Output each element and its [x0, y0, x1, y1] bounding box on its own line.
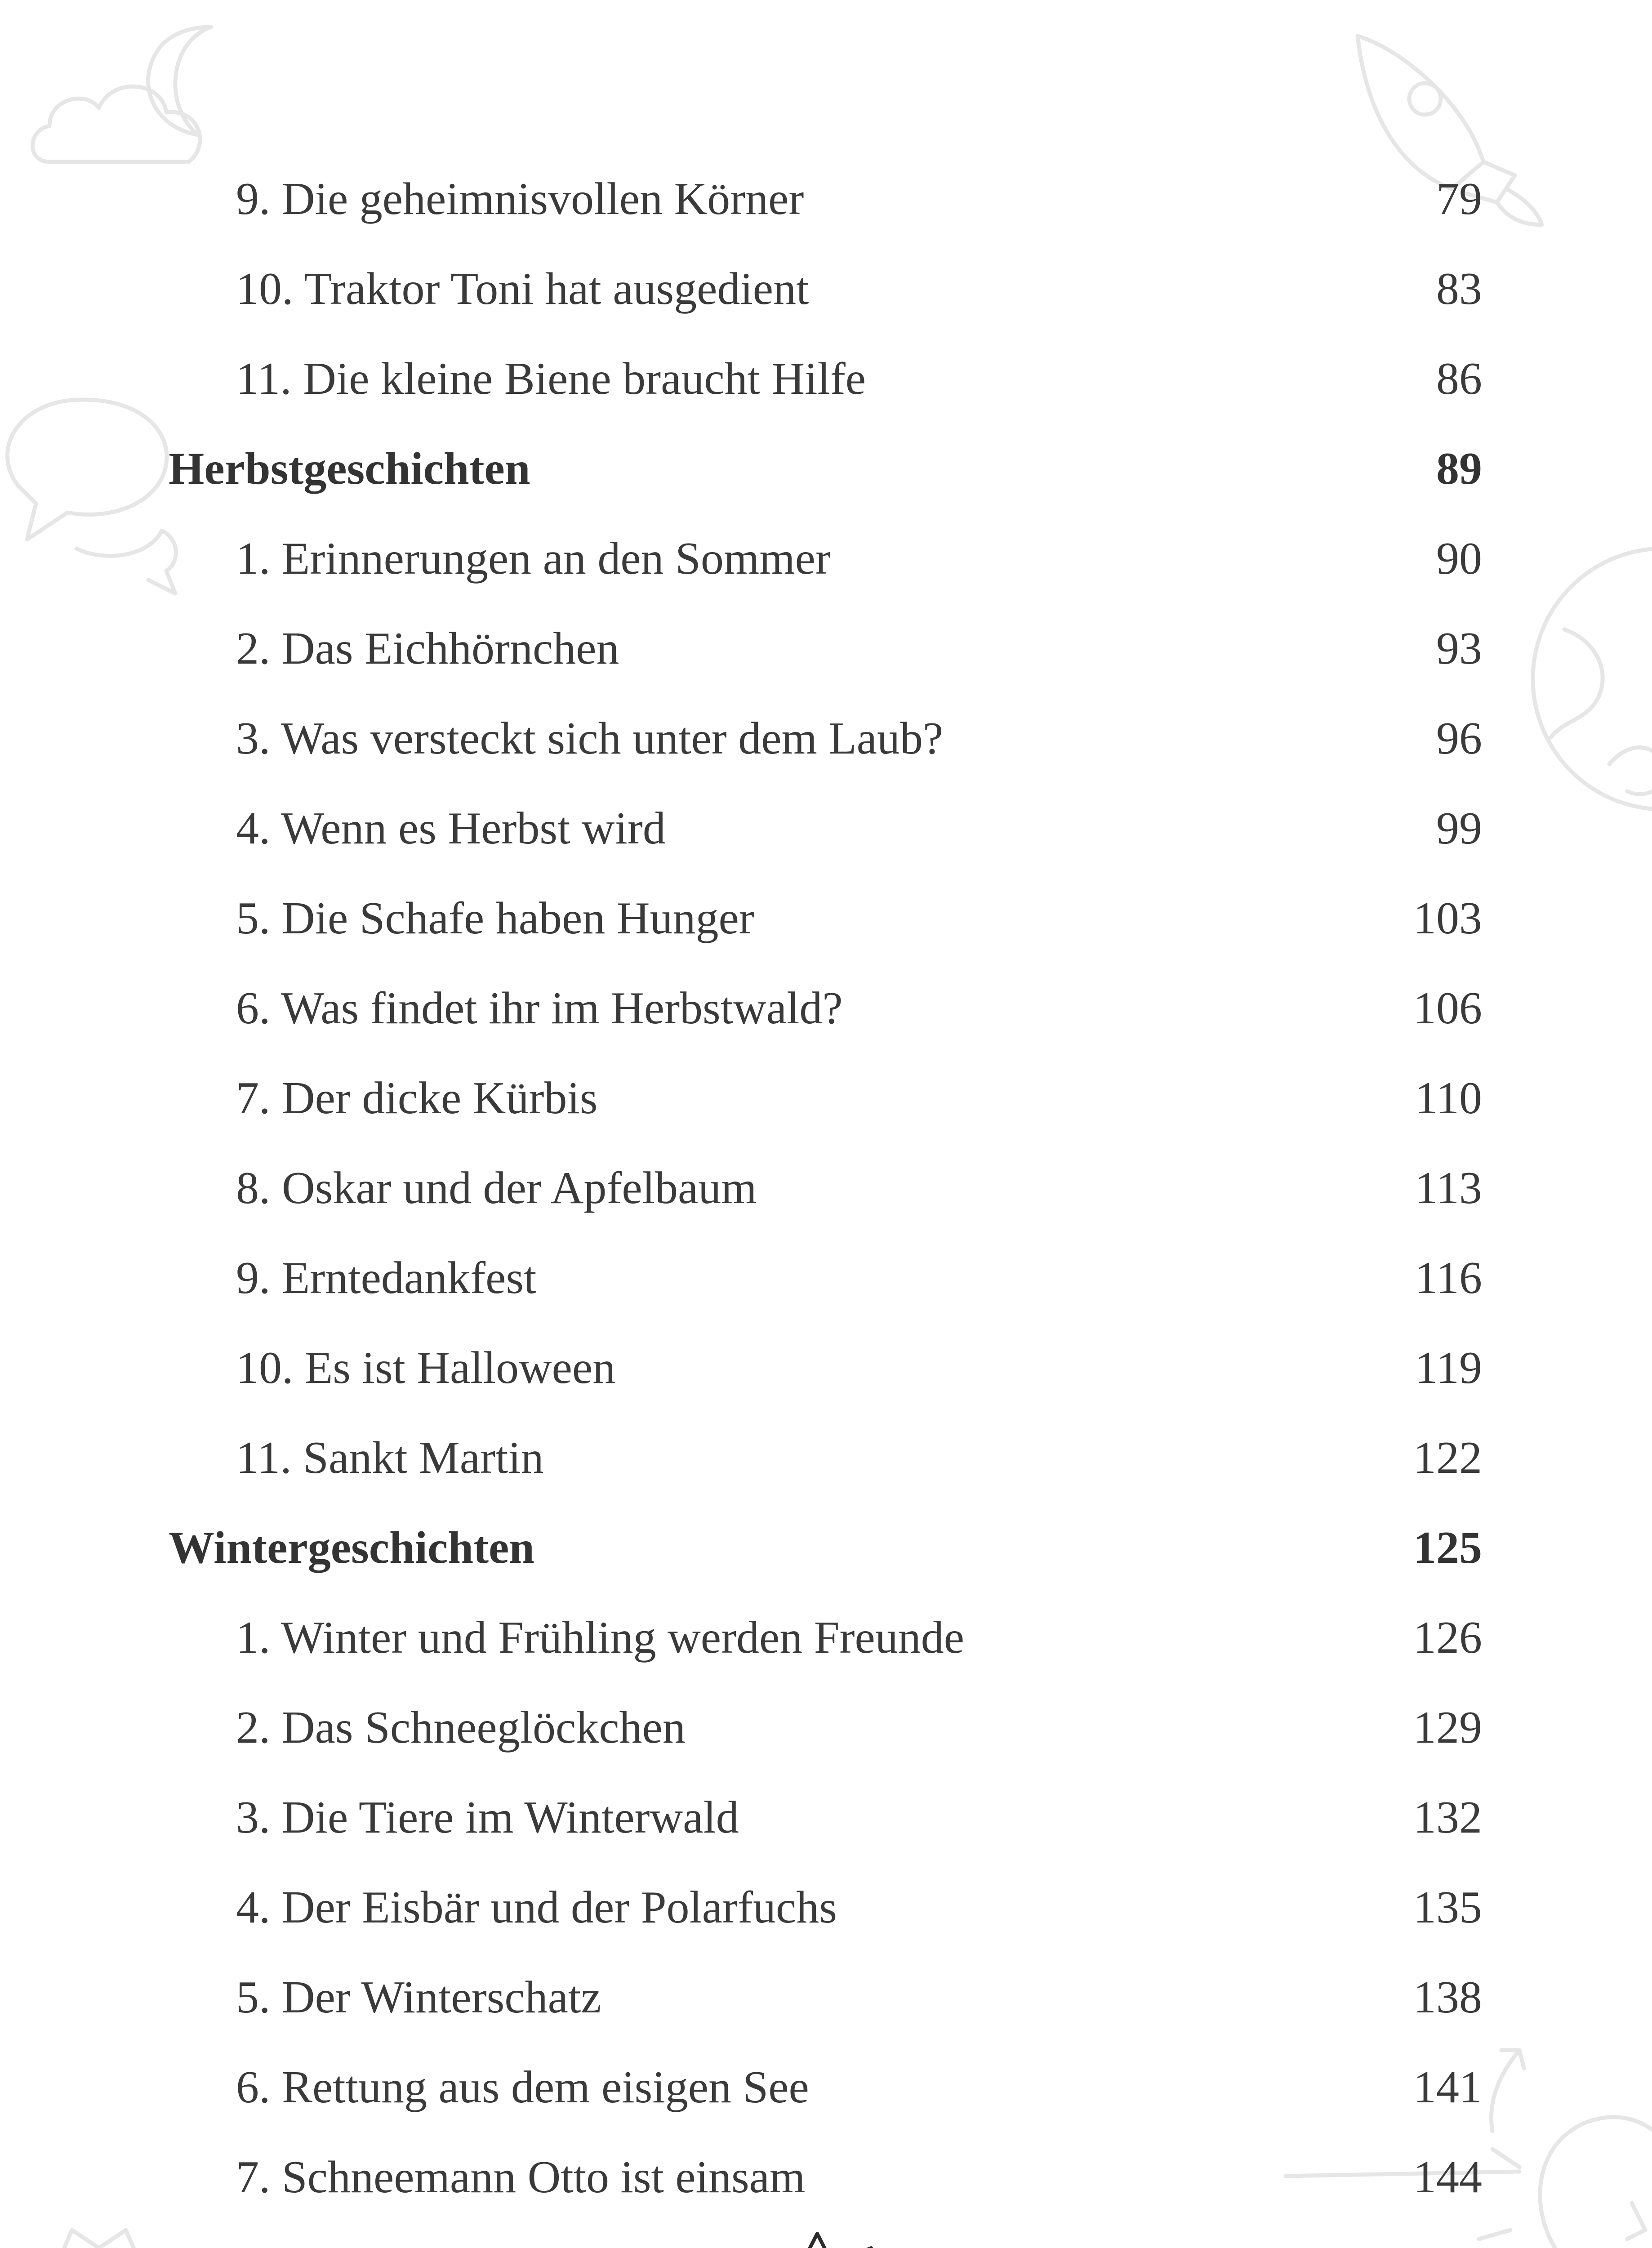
toc-entry-title: 6. Rettung aus dem eisigen See — [236, 2062, 809, 2113]
toc-entry-page: 106 — [1413, 983, 1482, 1034]
toc-entry[interactable] — [0, 1953, 1652, 2043]
toc-section-heading[interactable] — [0, 424, 1652, 514]
toc-entry[interactable] — [0, 784, 1652, 874]
toc-entry[interactable] — [0, 1413, 1652, 1503]
toc-entry-title: 5. Der Winterschatz — [236, 1972, 601, 2023]
toc-section-page: 89 — [1436, 443, 1482, 494]
toc-entry[interactable] — [0, 2132, 1652, 2222]
toc-entry-title: 3. Die Tiere im Winterwald — [236, 1792, 739, 1843]
toc-entry-title: 7. Schneemann Otto ist einsam — [236, 2152, 806, 2203]
toc-entry-page: 126 — [1413, 1612, 1482, 1663]
toc-entry-title: 8. Oskar und der Apfelbaum — [236, 1163, 757, 1213]
toc-entry-title: 3. Was versteckt sich unter dem Laub? — [236, 713, 944, 764]
toc-entry-page: 103 — [1413, 893, 1482, 944]
toc-entry-page: 83 — [1436, 263, 1482, 314]
toc-entry-title: 7. Der dicke Kürbis — [236, 1073, 598, 1124]
toc-entry-page: 138 — [1413, 1972, 1482, 2023]
toc-entry-page: 135 — [1413, 1882, 1482, 1933]
toc-entry[interactable] — [0, 244, 1652, 334]
toc-section-heading[interactable] — [0, 1503, 1652, 1593]
toc-entry-title: 2. Das Schneeglöckchen — [236, 1702, 686, 1753]
toc-entry-page: 113 — [1415, 1163, 1482, 1213]
toc-entry[interactable] — [0, 1773, 1652, 1863]
toc-entry-title: 9. Erntedankfest — [236, 1253, 537, 1303]
toc-section-title: Herbstgeschichten — [169, 443, 530, 494]
toc-entry[interactable] — [0, 514, 1652, 604]
toc-entry-page: 122 — [1413, 1432, 1482, 1483]
toc-entry-page: 144 — [1413, 2152, 1482, 2203]
toc-entry-title: 10. Traktor Toni hat ausgedient — [236, 263, 809, 314]
toc-entry-title: 11. Sankt Martin — [236, 1432, 544, 1483]
toc-entry-title: 9. Die geheimnisvollen Körner — [236, 174, 804, 224]
toc-entry-page: 141 — [1413, 2062, 1482, 2113]
toc-section-title: Wintergeschichten — [169, 1522, 535, 1573]
toc-entry-page: 110 — [1415, 1073, 1482, 1124]
toc-entry[interactable] — [0, 874, 1652, 963]
toc-entry-title: 6. Was findet ihr im Herbstwald? — [236, 983, 843, 1034]
toc-entry[interactable] — [0, 334, 1652, 424]
toc-entry[interactable] — [0, 1323, 1652, 1413]
toc-entry[interactable] — [0, 1593, 1652, 1683]
toc-entry-title: 1. Erinnerungen an den Sommer — [236, 533, 831, 584]
toc-entry-page: 96 — [1436, 713, 1482, 764]
toc-entry-title: 11. Die kleine Biene braucht Hilfe — [236, 353, 866, 404]
toc-entry-page: 93 — [1436, 623, 1482, 674]
toc-entry[interactable] — [0, 1233, 1652, 1323]
toc-entry-page: 129 — [1413, 1702, 1482, 1753]
toc-section-page: 125 — [1413, 1522, 1482, 1573]
toc-entry[interactable] — [0, 963, 1652, 1053]
toc-entry-page: 132 — [1413, 1792, 1482, 1843]
toc-entry-title: 4. Wenn es Herbst wird — [236, 803, 666, 854]
toc-entry-page: 79 — [1436, 174, 1482, 224]
toc-entry-title: 5. Die Schafe haben Hunger — [236, 893, 754, 944]
toc-entry[interactable] — [0, 1863, 1652, 1953]
toc-entry[interactable] — [0, 694, 1652, 784]
toc-entry-page: 116 — [1415, 1253, 1482, 1303]
toc-entry-page: 119 — [1415, 1343, 1482, 1393]
toc-entry-title: 2. Das Eichhörnchen — [236, 623, 619, 674]
toc-entry-page: 90 — [1436, 533, 1482, 584]
toc-entry-page: 99 — [1436, 803, 1482, 854]
toc-entry-title: 1. Winter und Frühling werden Freunde — [236, 1612, 965, 1663]
toc-entry[interactable] — [0, 154, 1652, 244]
toc-entry[interactable] — [0, 1683, 1652, 1773]
toc-entry-title: 10. Es ist Halloween — [236, 1343, 616, 1393]
toc-entry[interactable] — [0, 1053, 1652, 1143]
toc-entry-title: 4. Der Eisbär und der Polarfuchs — [236, 1882, 837, 1933]
toc-entry[interactable] — [0, 1143, 1652, 1233]
toc-entry[interactable] — [0, 604, 1652, 694]
toc-entry-page: 86 — [1436, 353, 1482, 404]
toc-entry[interactable] — [0, 2043, 1652, 2132]
